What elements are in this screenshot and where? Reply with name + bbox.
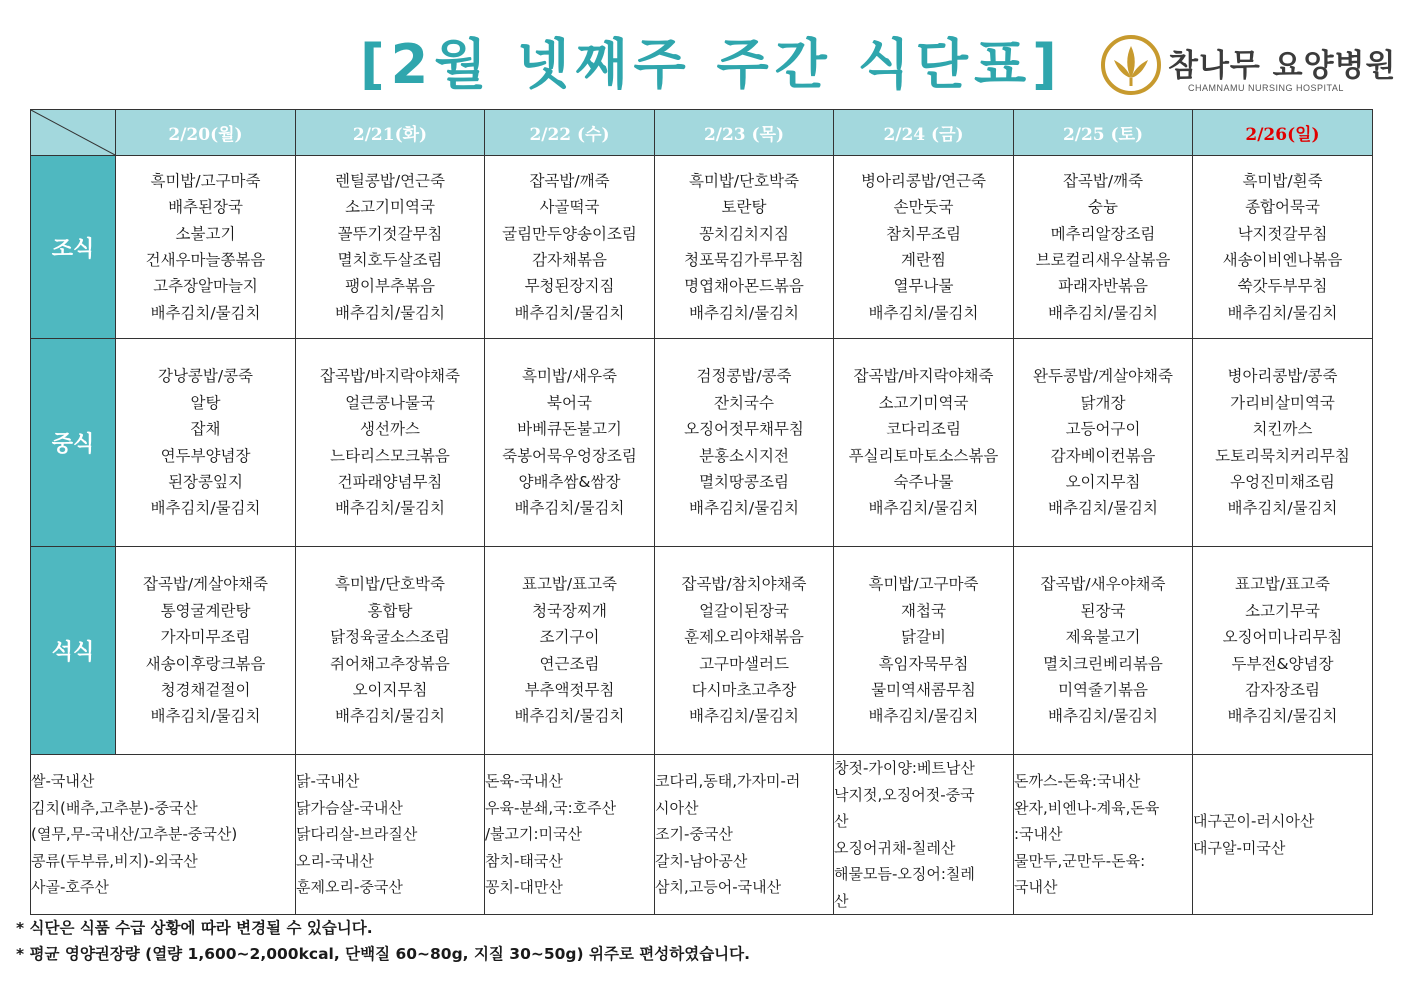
menu-item: 오징어미나리무침 xyxy=(1222,628,1343,647)
origin-line: 산 xyxy=(834,891,849,910)
day-header-sunday: 2/26(일) xyxy=(1193,110,1373,156)
menu-item: 표고밥/표고죽 xyxy=(521,575,618,594)
menu-item: 배추김치/물김치 xyxy=(1227,303,1338,322)
menu-item: 소고기무국 xyxy=(1245,601,1320,620)
menu-item: 가리비살미역국 xyxy=(1230,393,1335,412)
menu-item: 배추김치/물김치 xyxy=(868,499,979,518)
menu-item: 멸치호두살조림 xyxy=(337,251,443,269)
day-header: 2/22 (수) xyxy=(485,110,655,156)
origin-line: 해물모듬-오징어:칠레 xyxy=(834,865,975,883)
menu-item: 계란찜 xyxy=(901,251,946,269)
origin-line: 사골-호주산 xyxy=(31,878,109,897)
menu-item: 낙지젓갈무침 xyxy=(1237,224,1328,243)
menu-item: 고등어구이 xyxy=(1065,420,1141,439)
menu-item: 소불고기 xyxy=(175,224,236,243)
menu-item: 배추된장국 xyxy=(168,198,243,217)
menu-item: 배추김치/물김치 xyxy=(514,303,625,322)
origin-line: 쌀-국내산 xyxy=(31,772,95,791)
origin-line: 완자,비엔나-계육,돈육 xyxy=(1014,798,1160,817)
menu-item: 숭늉 xyxy=(1088,198,1118,217)
origin-line: 콩류(두부류,비지)-외국산 xyxy=(31,851,198,870)
menu-item: 알탕 xyxy=(190,393,221,412)
menu-item: 재첩국 xyxy=(901,601,946,620)
origin-cell xyxy=(31,755,296,915)
menu-cell xyxy=(296,339,485,547)
menu-item: 배추김치/물김치 xyxy=(150,707,261,726)
menu-item: 배추김치/물김치 xyxy=(688,303,800,322)
menu-item: 감자베이컨볶음 xyxy=(1050,446,1156,465)
origin-cell xyxy=(1193,755,1373,915)
day-header: 2/25 (토) xyxy=(1014,110,1193,156)
menu-cell xyxy=(116,339,296,547)
origin-line: 우육-분쇄,국:호주산 xyxy=(485,798,617,817)
origin-line: 김치(배추,고추분)-중국산 xyxy=(31,798,198,817)
menu-item: 청포묵김가루무침 xyxy=(684,251,804,269)
menu-item: 바베큐돈불고기 xyxy=(517,420,622,439)
menu-cell xyxy=(1193,339,1373,547)
menu-item: 잡곡밥/깨죽 xyxy=(1062,171,1144,190)
origin-line: 닭다리살-브라질산 xyxy=(296,825,418,844)
menu-item: 잔치국수 xyxy=(714,393,774,412)
menu-item: 소고기미역국 xyxy=(345,198,435,217)
day-header: 2/20(월) xyxy=(116,110,296,156)
menu-item: 숙주나물 xyxy=(893,472,954,491)
origin-line: :국내산 xyxy=(1014,825,1063,844)
menu-item: 청경채겉절이 xyxy=(160,680,251,699)
menu-item: 잡채 xyxy=(190,420,221,439)
menu-cell xyxy=(116,547,296,755)
menu-cell xyxy=(1193,547,1373,755)
menu-item: 열무나물 xyxy=(893,277,954,296)
menu-cell xyxy=(834,339,1014,547)
menu-cell xyxy=(296,547,485,755)
origin-cell xyxy=(485,755,655,915)
origin-line: 대구알-미국산 xyxy=(1193,838,1286,857)
origin-line: 갈치-남아공산 xyxy=(655,851,748,870)
menu-cell xyxy=(834,156,1014,339)
menu-item: 굴림만두양송이조림 xyxy=(502,224,637,243)
meal-label: 석식 xyxy=(31,547,116,755)
menu-item: 배추김치/물김치 xyxy=(1047,707,1159,726)
menu-item: 조기구이 xyxy=(539,628,600,647)
origin-line: 돈육-국내산 xyxy=(485,772,563,791)
menu-cell xyxy=(655,547,834,755)
menu-item: 잡곡밥/깨죽 xyxy=(529,171,610,190)
menu-item: 손만둣국 xyxy=(893,198,954,217)
menu-item: 흑미밥/단호박죽 xyxy=(334,575,446,594)
origin-line: 돈까스-돈육:국내산 xyxy=(1014,772,1141,791)
note-line: * 평균 영양권장량 (열량 1,600~2,000kcal, 단백질 60~80g, 지질 30~50g) 위주로 편성하였습니다. xyxy=(16,945,751,963)
menu-item: 잡곡밥/참치야채죽 xyxy=(681,575,807,594)
origin-line: 창젓-가이양:베트남산 xyxy=(834,759,975,777)
menu-item: 다시마초고추장 xyxy=(691,680,797,699)
menu-item: 새송이비엔나볶음 xyxy=(1222,251,1343,269)
menu-item: 우엉진미채조림 xyxy=(1230,472,1335,491)
menu-item: 배추김치/물김치 xyxy=(688,499,800,518)
menu-item: 건파래양념무침 xyxy=(337,472,443,491)
origin-line: 꽁치-대만산 xyxy=(485,878,563,897)
day-header-row xyxy=(31,110,1373,156)
menu-item: 물미역새콤무침 xyxy=(871,680,976,699)
menu-cell xyxy=(296,156,485,339)
notes xyxy=(16,915,750,967)
menu-item: 쑥갓두부무침 xyxy=(1237,277,1328,296)
menu-item: 부추액젓무침 xyxy=(524,680,615,699)
menu-item: 생선까스 xyxy=(360,420,420,439)
menu-item: 양배추쌈&쌈장 xyxy=(518,472,621,491)
menu-item: 배추김치/물김치 xyxy=(150,499,261,518)
meal-row xyxy=(31,156,1373,339)
meal-row xyxy=(31,547,1373,755)
menu-item: 닭갈비 xyxy=(901,628,946,647)
menu-item: 잡곡밥/바지락야채죽 xyxy=(320,367,460,386)
logo-subtitle: CHAMNAMU NURSING HOSPITAL xyxy=(1188,83,1344,93)
leaf-emblem-icon xyxy=(1100,34,1162,96)
menu-cell xyxy=(485,339,655,547)
menu-cell xyxy=(655,339,834,547)
menu-item: 흑미밥/단호박죽 xyxy=(688,171,800,190)
menu-item: 분홍소시지전 xyxy=(699,446,789,465)
origin-line: /불고기:미국산 xyxy=(485,825,583,844)
menu-item: 오이지무침 xyxy=(1065,472,1141,491)
menu-item: 배추김치/물김치 xyxy=(868,707,979,726)
menu-item: 된장콩잎지 xyxy=(168,472,243,491)
origin-line: 시아산 xyxy=(655,798,699,817)
meal-row xyxy=(31,339,1373,547)
menu-item: 무청된장지짐 xyxy=(524,277,615,296)
origin-line: 오징어귀채-칠레산 xyxy=(834,838,956,857)
menu-item: 가자미무조림 xyxy=(160,628,251,647)
origin-line: 조기-중국산 xyxy=(655,825,733,844)
origin-line: (열무,무-국내산/고추분-중국산) xyxy=(31,825,238,844)
menu-item: 훈제오리야채볶음 xyxy=(684,628,804,647)
menu-item: 흑임자묵무침 xyxy=(878,654,969,673)
origin-cell xyxy=(834,755,1014,915)
menu-item: 메추리알장조림 xyxy=(1050,224,1156,243)
menu-item: 배추김치/물김치 xyxy=(1047,499,1159,518)
origin-cell xyxy=(655,755,834,915)
menu-item: 오징어젓무채무침 xyxy=(684,420,804,439)
menu-item: 닭정육굴소스조림 xyxy=(330,628,450,647)
menu-item: 홍합탕 xyxy=(367,601,413,620)
menu-item: 멸치땅콩조림 xyxy=(699,472,789,491)
menu-item: 두부전&양념장 xyxy=(1231,654,1334,673)
menu-item: 참치무조림 xyxy=(886,224,961,243)
menu-item: 흑미밥/흰죽 xyxy=(1242,171,1323,190)
menu-item: 멸치크린베리볶음 xyxy=(1043,654,1163,673)
origin-cell xyxy=(1014,755,1193,915)
menu-item: 감자채볶음 xyxy=(532,251,607,269)
origin-line: 닭가슴살-국내산 xyxy=(296,798,403,817)
origin-line: 닭-국내산 xyxy=(296,772,360,791)
menu-item: 병아리콩밥/콩죽 xyxy=(1227,367,1338,386)
menu-item: 종합어묵국 xyxy=(1245,198,1320,217)
origin-line: 산 xyxy=(834,812,849,830)
menu-cell xyxy=(116,156,296,339)
menu-item: 검정콩밥/콩죽 xyxy=(696,367,792,386)
origin-row xyxy=(31,755,1373,915)
menu-item: 느타리스모크볶음 xyxy=(330,446,450,465)
menu-item: 감자장조림 xyxy=(1245,680,1320,699)
menu-item: 흑미밥/고구마죽 xyxy=(868,575,979,594)
menu-item: 죽봉어묵우엉장조림 xyxy=(502,446,637,465)
menu-item: 도토리묵치커리무침 xyxy=(1215,446,1350,465)
origin-line: 코다리,동태,가자미-러 xyxy=(655,772,801,791)
day-header: 2/23 (목) xyxy=(655,110,834,156)
menu-item: 배추김치/물김치 xyxy=(688,707,800,726)
weekly-menu-table xyxy=(30,109,1373,915)
menu-item: 병아리콩밥/연근죽 xyxy=(860,171,986,190)
menu-cell xyxy=(1193,156,1373,339)
menu-item: 배추김치/물김치 xyxy=(1227,499,1338,518)
menu-cell xyxy=(485,547,655,755)
menu-item: 배추김치/물김치 xyxy=(514,707,625,726)
menu-item: 치킨까스 xyxy=(1252,420,1313,439)
menu-item: 된장국 xyxy=(1080,601,1126,620)
menu-item: 꼴뚜기젓갈무침 xyxy=(337,224,443,243)
hospital-logo xyxy=(1100,34,1397,98)
menu-item: 완두콩밥/게살야채죽 xyxy=(1033,367,1173,386)
menu-item: 팽이부추볶음 xyxy=(345,277,435,296)
origin-line: 대구곤이-러시아산 xyxy=(1193,812,1315,830)
menu-item: 꽁치김치지짐 xyxy=(699,224,789,243)
menu-item: 고구마샐러드 xyxy=(699,654,789,673)
menu-item: 건새우마늘쫑볶음 xyxy=(145,251,266,269)
origin-line: 훈제오리-중국산 xyxy=(296,878,403,897)
menu-item: 미역줄기볶음 xyxy=(1058,680,1148,699)
menu-item: 브로컬리새우살볶음 xyxy=(1035,251,1171,269)
menu-item: 배추김치/물김치 xyxy=(334,707,446,726)
menu-item: 통영굴계란탕 xyxy=(160,601,251,620)
menu-item: 쥐어채고추장볶음 xyxy=(330,654,450,673)
origin-line: 오리-국내산 xyxy=(296,851,374,870)
menu-item: 렌틸콩밥/연근죽 xyxy=(334,171,446,190)
menu-cell xyxy=(1014,156,1193,339)
corner-cell xyxy=(31,110,116,156)
origin-line: 삼치,고등어-국내산 xyxy=(655,878,782,897)
menu-item: 배추김치/물김치 xyxy=(1047,303,1159,322)
note-line: * 식단은 식품 수급 상황에 따라 변경될 수 있습니다. xyxy=(16,919,373,937)
menu-item: 닭개장 xyxy=(1080,393,1126,412)
origin-line: 국내산 xyxy=(1014,878,1058,897)
menu-item: 사골떡국 xyxy=(539,198,600,217)
menu-item: 코다리조림 xyxy=(886,420,961,439)
menu-item: 얼큰콩나물국 xyxy=(345,393,435,412)
logo-name: 참나무 요양병원 xyxy=(1168,48,1397,84)
menu-item: 명엽채아몬드볶음 xyxy=(684,277,804,296)
menu-item: 연두부양념장 xyxy=(160,446,251,465)
menu-item: 배추김치/물김치 xyxy=(334,303,446,322)
menu-item: 표고밥/표고죽 xyxy=(1234,575,1331,594)
menu-item: 잡곡밥/게살야채죽 xyxy=(142,575,268,594)
menu-item: 청국장찌개 xyxy=(532,601,607,620)
origin-cell xyxy=(296,755,485,915)
menu-cell xyxy=(1014,339,1193,547)
menu-item: 파래자반볶음 xyxy=(1058,277,1148,296)
menu-item: 잡곡밥/바지락야채죽 xyxy=(853,367,994,386)
menu-cell xyxy=(655,156,834,339)
menu-item: 푸실리토마토소스볶음 xyxy=(848,446,999,465)
menu-item: 제육불고기 xyxy=(1065,628,1141,647)
menu-item: 북어국 xyxy=(547,393,592,412)
meal-label: 중식 xyxy=(31,339,116,547)
day-header: 2/21(화) xyxy=(296,110,485,156)
menu-item: 흑미밥/새우죽 xyxy=(521,367,618,386)
menu-item: 배추김치/물김치 xyxy=(334,499,446,518)
day-header: 2/24 (금) xyxy=(834,110,1014,156)
menu-cell xyxy=(1014,547,1193,755)
menu-cell xyxy=(485,156,655,339)
menu-item: 새송이후랑크볶음 xyxy=(145,654,266,673)
menu-item: 잡곡밥/새우야채죽 xyxy=(1040,575,1166,594)
origin-line: 참치-태국산 xyxy=(485,851,563,870)
menu-item: 토란탕 xyxy=(721,198,767,217)
menu-item: 흑미밥/고구마죽 xyxy=(150,171,261,190)
page-title: [2월 넷째주 주간 식단표] xyxy=(360,33,1063,96)
menu-item: 고추장알마늘지 xyxy=(153,277,258,296)
menu-item: 연근조림 xyxy=(539,654,600,673)
menu-cell xyxy=(834,547,1014,755)
menu-item: 소고기미역국 xyxy=(878,393,969,412)
menu-item: 배추김치/물김치 xyxy=(1227,707,1338,726)
meal-label: 조식 xyxy=(31,156,116,339)
menu-item: 얼갈이된장국 xyxy=(699,601,789,620)
origin-line: 낙지젓,오징어젓-중국 xyxy=(834,785,975,804)
menu-item: 강낭콩밥/콩죽 xyxy=(157,367,254,386)
menu-item: 배추김치/물김치 xyxy=(868,303,979,322)
origin-line: 물만두,군만두-돈육: xyxy=(1014,851,1146,870)
menu-item: 오이지무침 xyxy=(352,680,428,699)
menu-item: 배추김치/물김치 xyxy=(514,499,625,518)
menu-item: 배추김치/물김치 xyxy=(150,303,261,322)
